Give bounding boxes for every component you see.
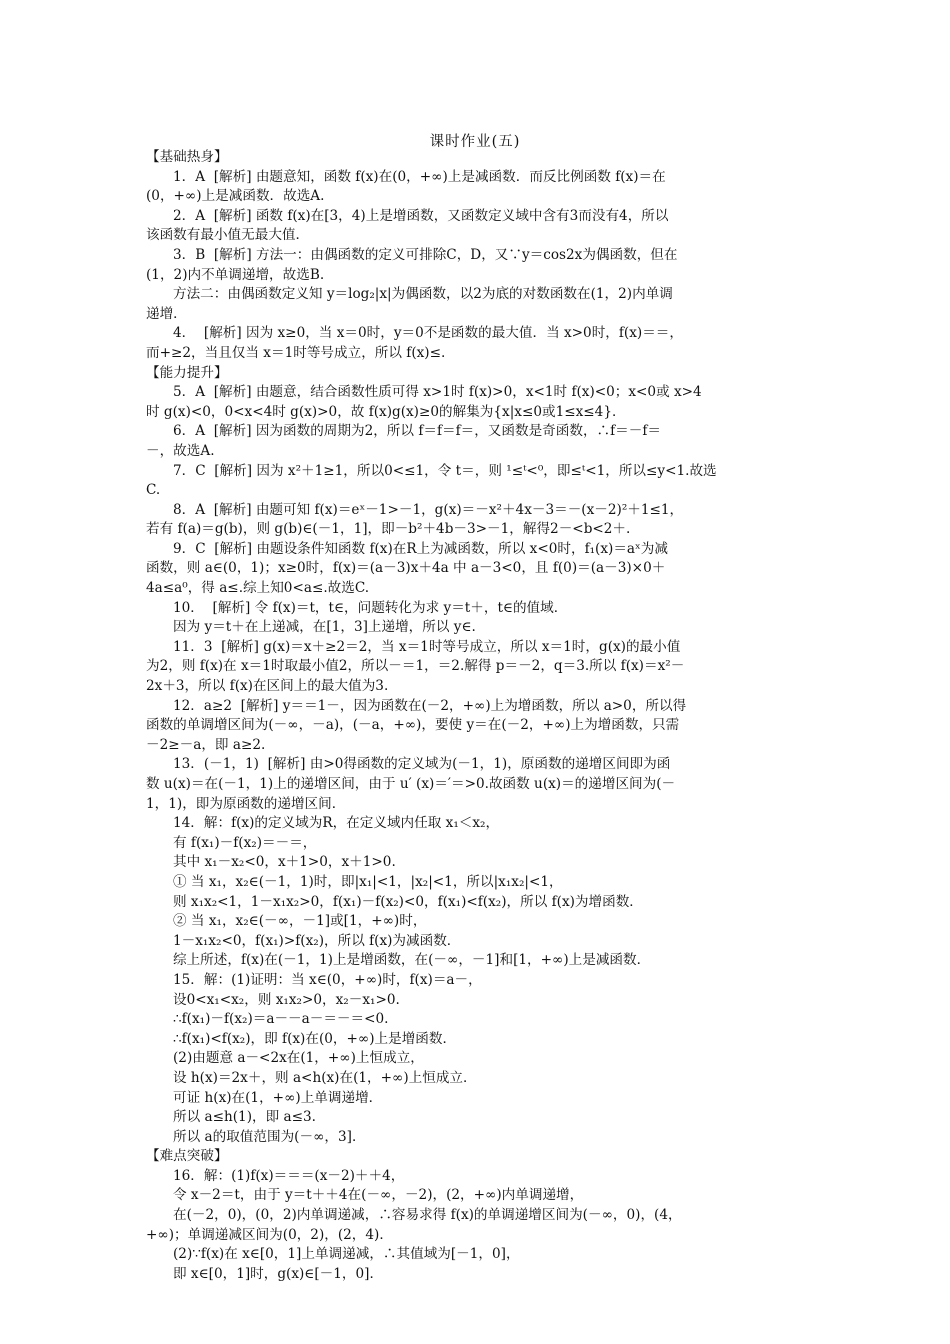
text-line: 9．C [解析] 由题设条件知函数 f(x)在R上为减函数，所以 x<0时，f₁(x)＝aˣ为减 [173,540,668,557]
text-line: 其中 x₁－x₂<0，x＋1>0，x＋1>0. [173,854,396,871]
text-line: C. [146,482,161,499]
text-line: 所以 a≤h(1)，即 a≤3. [173,1109,316,1126]
text-line: 13．(－1，1) [解析] 由>0得函数的定义域为(－1，1)，原函数的递增区间即为函 [173,756,671,773]
text-line: 3．B [解析] 方法一：由偶函数的定义可排除C，D，又∵y＝cos2x为偶函数，但在 [173,246,678,263]
text-line: 若有 f(a)＝g(b)，则 g(b)∈(－1，1]，即－b²＋4b－3>－1，解得2－<b<2＋. [146,521,631,538]
text-line: (0，+∞)上是减函数．故选A. [146,188,325,205]
text-line: 16．解：(1)f(x)＝＝＝(x－2)＋＋4， [173,1167,405,1184]
text-line: 4． [解析] 因为 x≥0，当 x＝0时，y＝0不是函数的最大值．当 x>0时，f(x)＝＝， [173,325,683,342]
text-line: 7．C [解析] 因为 x²＋1≥1，所以0<≤1，令 t＝，则 ¹≤ᵗ<⁰，即≤ᵗ<1，所以≤y<1.故选 [173,462,717,479]
text-line: +∞)；单调递减区间为(0，2)，(2，4)． [146,1226,393,1243]
text-line: 设 h(x)＝2x＋，则 a<h(x)在(1，+∞)上恒成立． [173,1069,477,1086]
text-line: 在(－2，0)，(0，2)内单调递减，∴容易求得 f(x)的单调递增区间为(－∞，0)，(4， [173,1207,682,1224]
text-line: 即 x∈[0，1]时，g(x)∈[－1，0]． [173,1265,384,1282]
text-line: 方法二：由偶函数定义知 y＝log₂|x|为偶函数，以2为底的对数函数在(1，2)内单调 [173,286,673,303]
text-line: 2x＋3，所以 f(x)在区间上的最大值为3. [146,678,389,695]
text-line: 【基础热身】 [146,149,228,165]
text-line: 1．A [解析] 由题意知，函数 f(x)在(0，+∞)上是减函数．而反比例函数 f(x)＝在 [173,168,666,185]
text-line: 11．3 [解析] g(x)＝x＋≥2＝2，当 x＝1时等号成立，所以 x＝1时，g(x)的最小值 [173,638,681,655]
text-line: 2．A [解析] 函数 f(x)在[3，4)上是增函数，又函数定义域中含有3而没有4，所以 [173,207,669,224]
text-line: 5．A [解析] 由题意，结合函数性质可得 x>1时 f(x)>0，x<1时 f(x)<0；x<0或 x>4 [173,384,702,401]
text-line: 1，1)，即为原函数的递增区间． [146,795,346,812]
text-line: (2)由题意 a－<2x在(1，+∞)上恒成立， [173,1050,424,1067]
text-line: ∴f(x₁)<f(x₂)，即 f(x)在(0，+∞)上是增函数． [173,1030,457,1047]
text-line: (2)∵f(x)在 x∈[0，1]上单调递减，∴其值域为[－1，0]， [173,1246,520,1263]
text-line: (1，2)内不单调递增，故选B. [146,266,325,283]
answer-body [146,148,809,1284]
text-line: 函数，则 a∈(0，1)；x≥0时，f(x)＝(a－3)x＋4a 中 a－3<0，且 f(0)＝(a－3)×0＋ [146,560,666,577]
text-line: 1－x₁x₂<0，f(x₁)>f(x₂)，所以 f(x)为减函数． [173,932,461,949]
text-line: 为2，则 f(x)在 x＝1时取最小值2，所以－＝1，＝2.解得 p＝－2，q＝3.所以 f(x)＝x²－ [146,658,685,675]
text-line: 函数的单调增区间为(－∞，－a)，(－a，+∞)，要使 y＝在(－2，+∞)上为增函数，只需 [146,717,680,734]
text-line: －2≥－a，即 a≥2. [146,736,266,753]
text-line: 则 x₁x₂<1，1－x₁x₂>0，f(x₁)－f(x₂)<0，f(x₁)<f(x₂)，所以 f(x)为增函数． [173,893,643,910]
text-line: ∴f(x₁)－f(x₂)＝a－－a－＝－＝<0. [173,1011,389,1028]
text-line: 递增． [146,305,187,322]
text-line: 有 f(x₁)－f(x₂)＝－＝， [173,834,317,851]
text-line: 15．解：(1)证明：当 x∈(0，+∞)时，f(x)＝a－， [173,971,482,988]
text-line: 6．A [解析] 因为函数的周期为2，所以 f＝f＝f＝，又函数是奇函数，∴f＝－f＝ [173,423,661,440]
text-line: 时 g(x)<0，0<x<4时 g(x)>0，故 f(x)g(x)≥0的解集为{x|x≤0或1≤x≤4}． [146,403,626,420]
text-line: ② 当 x₁，x₂∈(－∞，－1]或[1，+∞)时， [173,913,427,930]
text-line: ① 当 x₁，x₂∈(－1，1)时，即|x₁|<1，|x₂|<1，所以|x₁x₂|<1， [173,873,563,890]
text-line: 10． [解析] 令 f(x)＝t，t∈，问题转化为求 y＝t＋，t∈的值域． [173,599,568,616]
text-line: 而+≥2，当且仅当 x＝1时等号成立，所以 f(x)≤. [146,344,446,361]
text-line: 该函数有最小值无最大值． [146,227,310,244]
text-line: 14．解：f(x)的定义域为R，在定义域内任取 x₁＜x₂， [173,815,500,832]
text-line: 因为 y＝t＋在上递减，在[1，3]上递增，所以 y∈. [173,619,476,636]
text-line: 【能力提升】 [146,364,228,381]
text-line: －，故选A. [146,442,215,459]
text-line: 【难点突破】 [146,1148,228,1165]
text-line: 综上所述，f(x)在(－1，1)上是增函数，在(－∞，－1]和[1，+∞)上是减函数． [173,952,651,969]
text-line: 4a≤a⁰，得 a≤.综上知0<a≤.故选C. [146,580,370,597]
text-line: 可证 h(x)在(1，+∞)上单调递增． [173,1089,383,1106]
text-line: 令 x－2＝t，由于 y＝t＋＋4在(－∞，－2)，(2，+∞)内单调递增， [173,1187,584,1204]
page-title: 课时作业(五) [429,134,521,150]
text-line: 8．A [解析] 由题可知 f(x)＝eˣ－1>－1，g(x)＝－x²＋4x－3＝－(x－2)²＋1≤1， [173,501,684,518]
text-line: 数 u(x)＝在(－1，1)上的递增区间，由于 u′ (x)＝′＝>0.故函数 u(x)＝的递增区间为(－ [146,776,676,792]
text-line: 设0<x₁<x₂，则 x₁x₂>0，x₂－x₁>0. [173,991,400,1008]
text-line: 12．a≥2 [解析] y＝＝1－，因为函数在(－2，+∞)上为增函数，所以 a>0，所以得 [173,697,687,714]
text-line: 所以 a的取值范围为(－∞，3]． [173,1128,366,1145]
